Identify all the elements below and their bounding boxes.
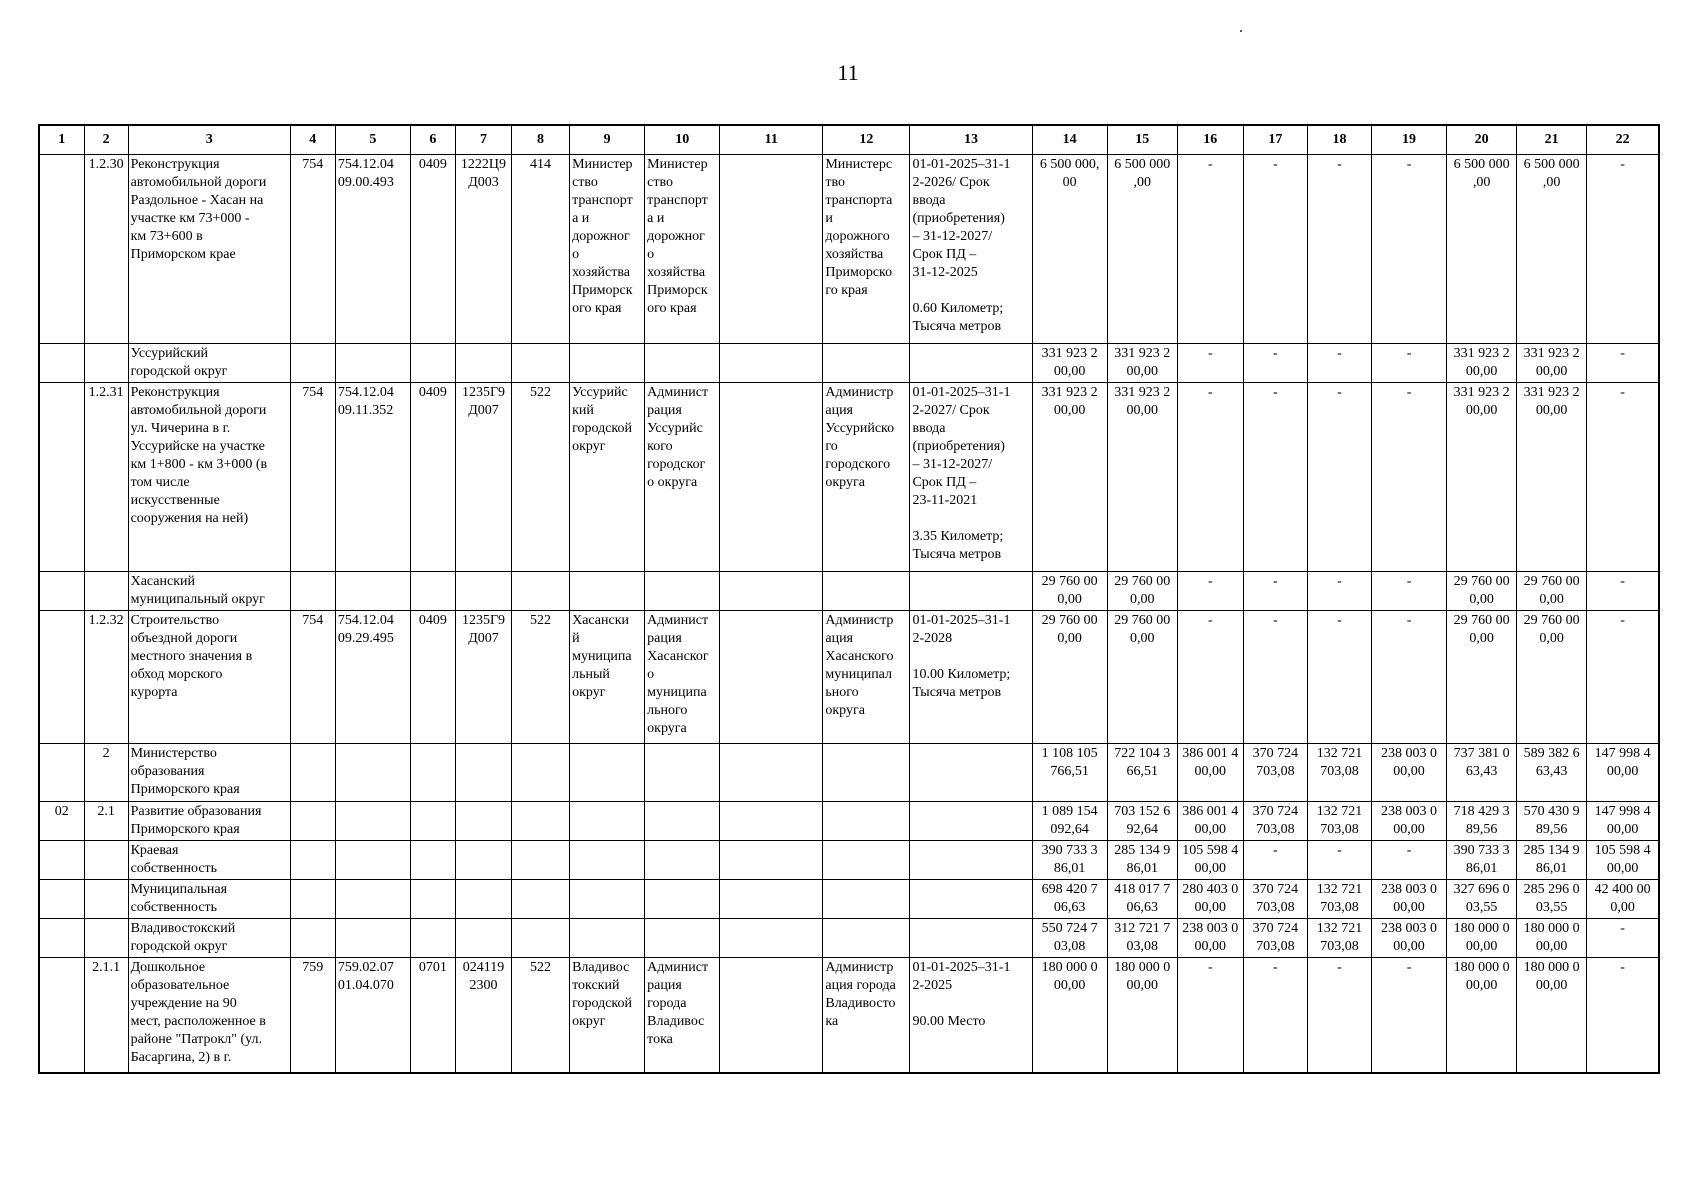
table-cell <box>455 572 511 611</box>
table-cell <box>910 802 1032 841</box>
table-cell: 414 <box>512 155 570 344</box>
page-number: 11 <box>837 60 859 85</box>
table-cell: 0409 <box>410 611 455 744</box>
table-cell <box>570 572 645 611</box>
table-cell: - <box>1177 611 1243 744</box>
table-cell <box>823 919 910 958</box>
table-cell: 331 923 2 00,00 <box>1107 344 1177 383</box>
table-cell: 522 <box>512 958 570 1073</box>
table-cell: - <box>1371 344 1446 383</box>
table-cell: 754 <box>290 383 335 572</box>
table-cell: 331 923 2 00,00 <box>1517 383 1587 572</box>
table-cell: 759 <box>290 958 335 1073</box>
table-cell: 29 760 00 0,00 <box>1447 611 1517 744</box>
table-cell <box>720 155 823 344</box>
table-cell: 180 000 0 00,00 <box>1517 958 1587 1073</box>
table-row <box>39 155 1659 344</box>
table-cell <box>823 802 910 841</box>
table-cell: 01-01-2025–31-1 2-2025 90.00 Место <box>910 958 1032 1073</box>
table-cell: 29 760 00 0,00 <box>1107 572 1177 611</box>
scan-speck <box>1240 30 1242 32</box>
table-cell <box>910 744 1032 802</box>
table-cell <box>335 919 410 958</box>
table-cell <box>39 958 84 1073</box>
table-cell: 1222Ц9 Д003 <box>455 155 511 344</box>
column-header: 19 <box>1371 125 1446 155</box>
table-cell <box>720 383 823 572</box>
table-cell: 6 500 000 ,00 <box>1107 155 1177 344</box>
table-cell: - <box>1371 383 1446 572</box>
table-cell <box>410 919 455 958</box>
table-cell <box>823 344 910 383</box>
table-cell: 331 923 2 00,00 <box>1107 383 1177 572</box>
table-cell <box>512 802 570 841</box>
table-cell <box>570 919 645 958</box>
table-cell: - <box>1587 958 1659 1073</box>
table-cell <box>823 841 910 880</box>
table-cell <box>645 880 720 919</box>
table-cell: Строительство объездной дороги местного значения в обход морского курорта <box>128 611 290 744</box>
table-cell: 01-01-2025–31-1 2-2027/ Срок ввода (приобретения) – 31-12-2027/ Срок ПД – 23-11-2021 3.35 Километр; Тысяча метров <box>910 383 1032 572</box>
table-cell: - <box>1243 155 1307 344</box>
table-cell: 2.1 <box>84 802 128 841</box>
table-cell: 390 733 3 86,01 <box>1447 841 1517 880</box>
table-cell: - <box>1371 841 1446 880</box>
table-cell: - <box>1371 155 1446 344</box>
table-cell <box>910 572 1032 611</box>
table-cell <box>39 611 84 744</box>
table-cell: 331 923 2 00,00 <box>1032 344 1107 383</box>
table-cell <box>512 919 570 958</box>
table-cell <box>645 344 720 383</box>
table-cell <box>823 880 910 919</box>
table-cell: 0701 <box>410 958 455 1073</box>
column-header: 4 <box>290 125 335 155</box>
table-cell: - <box>1587 919 1659 958</box>
table-cell: 29 760 00 0,00 <box>1517 572 1587 611</box>
table-cell: 550 724 7 03,08 <box>1032 919 1107 958</box>
table-cell <box>910 880 1032 919</box>
table-cell: 105 598 4 00,00 <box>1177 841 1243 880</box>
table-cell: 370 724 703,08 <box>1243 802 1307 841</box>
table-cell: 01-01-2025–31-1 2-2028 10.00 Километр; Тысяча метров <box>910 611 1032 744</box>
table-cell: 703 152 6 92,64 <box>1107 802 1177 841</box>
table-cell: 370 724 703,08 <box>1243 880 1307 919</box>
table-cell <box>39 880 84 919</box>
table-cell: 1 108 105 766,51 <box>1032 744 1107 802</box>
table-cell <box>455 880 511 919</box>
table-cell: Муниципальная собственность <box>128 880 290 919</box>
table-cell: 2.1.1 <box>84 958 128 1073</box>
table-cell: Министер ство транспорт а и дорожног о хозяйства Приморск ого края <box>645 155 720 344</box>
table-cell: - <box>1177 344 1243 383</box>
table-cell: 238 003 0 00,00 <box>1371 880 1446 919</box>
table-cell <box>570 841 645 880</box>
table-cell: Хасанский муниципальный округ <box>128 572 290 611</box>
table-cell: 754.12.04 09.29.495 <box>335 611 410 744</box>
column-header: 15 <box>1107 125 1177 155</box>
table-cell: 6 500 000 ,00 <box>1517 155 1587 344</box>
table-cell <box>512 572 570 611</box>
table-cell <box>84 344 128 383</box>
table-cell <box>645 802 720 841</box>
column-header: 11 <box>720 125 823 155</box>
table-cell: 147 998 4 00,00 <box>1587 744 1659 802</box>
table-cell <box>335 744 410 802</box>
table-cell <box>910 344 1032 383</box>
table-cell <box>39 919 84 958</box>
table-cell: 386 001 4 00,00 <box>1177 802 1243 841</box>
table-cell: Администр ация Хасанского муниципал ьного округа <box>823 611 910 744</box>
table-cell: Админист рация города Владивос тока <box>645 958 720 1073</box>
table-cell <box>84 919 128 958</box>
table-cell: 02 <box>39 802 84 841</box>
table-cell: - <box>1307 383 1371 572</box>
header-row <box>39 125 1659 155</box>
table-cell: - <box>1243 572 1307 611</box>
table-cell: 238 003 0 00,00 <box>1177 919 1243 958</box>
column-header: 8 <box>512 125 570 155</box>
table-cell: - <box>1243 383 1307 572</box>
table-cell: Развитие образования Приморского края <box>128 802 290 841</box>
column-header: 2 <box>84 125 128 155</box>
table-cell: 42 400 00 0,00 <box>1587 880 1659 919</box>
table-row <box>39 611 1659 744</box>
table-cell <box>512 344 570 383</box>
table-cell: 390 733 3 86,01 <box>1032 841 1107 880</box>
table-cell <box>39 344 84 383</box>
table-cell: - <box>1177 958 1243 1073</box>
column-header: 13 <box>910 125 1032 155</box>
column-header: 14 <box>1032 125 1107 155</box>
table-cell: Владивос токский городской округ <box>570 958 645 1073</box>
table-cell: 024119 2300 <box>455 958 511 1073</box>
table-cell <box>39 155 84 344</box>
table-cell: 180 000 0 00,00 <box>1032 958 1107 1073</box>
table-row <box>39 383 1659 572</box>
table-cell: - <box>1587 611 1659 744</box>
table-cell: 754 <box>290 155 335 344</box>
table-cell: 370 724 703,08 <box>1243 744 1307 802</box>
table-cell: 722 104 3 66,51 <box>1107 744 1177 802</box>
table-cell <box>410 841 455 880</box>
table-cell <box>512 880 570 919</box>
table-cell: - <box>1587 572 1659 611</box>
table-cell <box>290 572 335 611</box>
table-cell <box>335 572 410 611</box>
table-cell <box>290 744 335 802</box>
table-cell: 331 923 2 00,00 <box>1447 383 1517 572</box>
table-cell: 6 500 000 ,00 <box>1447 155 1517 344</box>
column-header: 16 <box>1177 125 1243 155</box>
table-cell <box>290 841 335 880</box>
table-cell: Министер ство транспорт а и дорожног о хозяйства Приморск ого края <box>570 155 645 344</box>
table-cell: 327 696 0 03,55 <box>1447 880 1517 919</box>
table-cell: 180 000 0 00,00 <box>1107 958 1177 1073</box>
table-cell <box>720 802 823 841</box>
table-cell: 105 598 4 00,00 <box>1587 841 1659 880</box>
column-header: 20 <box>1447 125 1517 155</box>
data-table <box>38 124 1660 1074</box>
table-cell: 29 760 00 0,00 <box>1107 611 1177 744</box>
table-cell: Владивостокский городской округ <box>128 919 290 958</box>
table-cell: - <box>1587 344 1659 383</box>
table-cell: 1235Г9 Д007 <box>455 383 511 572</box>
table-cell <box>823 744 910 802</box>
table-cell: - <box>1243 841 1307 880</box>
column-header: 9 <box>570 125 645 155</box>
table-cell <box>645 572 720 611</box>
table-cell <box>645 841 720 880</box>
table-cell <box>570 802 645 841</box>
table-cell <box>570 744 645 802</box>
table-row <box>39 841 1659 880</box>
table-cell: - <box>1371 572 1446 611</box>
table-cell: 180 000 0 00,00 <box>1447 919 1517 958</box>
table-cell: 331 923 2 00,00 <box>1032 383 1107 572</box>
table-cell: - <box>1371 958 1446 1073</box>
table-cell: Уссурийский городской округ <box>128 344 290 383</box>
table-cell: 370 724 703,08 <box>1243 919 1307 958</box>
table-cell: Министерство образования Приморского края <box>128 744 290 802</box>
column-header: 7 <box>455 125 511 155</box>
table-cell <box>720 958 823 1073</box>
table-cell: 1.2.31 <box>84 383 128 572</box>
table-cell <box>720 344 823 383</box>
table-cell: Реконструкция автомобильной дороги ул. Чичерина в г. Уссурийске на участке км 1+800 - км 3+000 (в том числе искусственные сооружения на ней) <box>128 383 290 572</box>
table-cell: 1.2.30 <box>84 155 128 344</box>
table-cell <box>512 841 570 880</box>
table-cell <box>720 841 823 880</box>
table-cell <box>512 744 570 802</box>
table-cell: - <box>1243 958 1307 1073</box>
table-cell: - <box>1177 572 1243 611</box>
table-cell <box>645 744 720 802</box>
table-cell: - <box>1307 344 1371 383</box>
table-cell <box>290 919 335 958</box>
table-cell: 180 000 0 00,00 <box>1517 919 1587 958</box>
table-cell: 418 017 7 06,63 <box>1107 880 1177 919</box>
table-cell: 0409 <box>410 383 455 572</box>
table-cell <box>84 841 128 880</box>
table-cell: 589 382 6 63,43 <box>1517 744 1587 802</box>
table-cell <box>410 744 455 802</box>
table-cell: 522 <box>512 383 570 572</box>
table-cell: 754.12.04 09.11.352 <box>335 383 410 572</box>
table-cell: 132 721 703,08 <box>1307 802 1371 841</box>
table-cell <box>910 841 1032 880</box>
column-header: 3 <box>128 125 290 155</box>
table-cell: - <box>1243 611 1307 744</box>
table-cell: - <box>1307 958 1371 1073</box>
table-cell <box>335 841 410 880</box>
table-cell: 285 134 9 86,01 <box>1107 841 1177 880</box>
table-cell <box>39 841 84 880</box>
table-cell: 331 923 2 00,00 <box>1517 344 1587 383</box>
table-cell <box>455 744 511 802</box>
table-cell <box>290 880 335 919</box>
table-cell: 312 721 7 03,08 <box>1107 919 1177 958</box>
table-cell: - <box>1307 841 1371 880</box>
table-row <box>39 919 1659 958</box>
table-cell <box>570 880 645 919</box>
table-cell: 132 721 703,08 <box>1307 744 1371 802</box>
column-header: 18 <box>1307 125 1371 155</box>
table-cell: 285 296 0 03,55 <box>1517 880 1587 919</box>
column-header: 6 <box>410 125 455 155</box>
table-cell <box>335 802 410 841</box>
table-cell: 29 760 00 0,00 <box>1032 611 1107 744</box>
table-cell: 386 001 4 00,00 <box>1177 744 1243 802</box>
table-cell: - <box>1243 344 1307 383</box>
table-cell: 132 721 703,08 <box>1307 880 1371 919</box>
table-cell: - <box>1587 383 1659 572</box>
table-cell: 238 003 0 00,00 <box>1371 802 1446 841</box>
column-header: 12 <box>823 125 910 155</box>
table-row <box>39 880 1659 919</box>
table-cell: 1.2.32 <box>84 611 128 744</box>
table-cell <box>720 744 823 802</box>
table-cell: Хасански й муниципа льный округ <box>570 611 645 744</box>
table-cell <box>335 344 410 383</box>
table-cell: 718 429 3 89,56 <box>1447 802 1517 841</box>
table-cell: Министерс тво транспорта и дорожного хозяйства Приморско го края <box>823 155 910 344</box>
table-cell: 29 760 00 0,00 <box>1517 611 1587 744</box>
table-row <box>39 744 1659 802</box>
table-cell: 737 381 0 63,43 <box>1447 744 1517 802</box>
table-cell: 29 760 00 0,00 <box>1447 572 1517 611</box>
table-cell <box>455 841 511 880</box>
table-cell: 6 500 000, 00 <box>1032 155 1107 344</box>
table-cell: - <box>1177 155 1243 344</box>
table-cell <box>570 344 645 383</box>
table-cell: - <box>1177 383 1243 572</box>
table-cell <box>84 880 128 919</box>
table-cell: 238 003 0 00,00 <box>1371 744 1446 802</box>
table-cell: - <box>1371 611 1446 744</box>
table-cell <box>39 572 84 611</box>
table-cell: 570 430 9 89,56 <box>1517 802 1587 841</box>
table-cell <box>410 344 455 383</box>
table-cell: - <box>1587 155 1659 344</box>
table-cell: Админист рация Уссурийс кого городског о округа <box>645 383 720 572</box>
table-cell <box>290 344 335 383</box>
table-cell <box>823 572 910 611</box>
table-cell <box>455 344 511 383</box>
table-cell <box>455 802 511 841</box>
table-cell: 1235Г9 Д007 <box>455 611 511 744</box>
column-header: 1 <box>39 125 84 155</box>
table-row <box>39 344 1659 383</box>
table-cell <box>720 611 823 744</box>
table-cell: 0409 <box>410 155 455 344</box>
table-cell <box>410 880 455 919</box>
table-row <box>39 958 1659 1073</box>
table-cell: Реконструкция автомобильной дороги Раздольное - Хасан на участке км 73+000 - км 73+600 в Приморском крае <box>128 155 290 344</box>
column-header: 17 <box>1243 125 1307 155</box>
table-cell <box>410 802 455 841</box>
table-cell <box>455 919 511 958</box>
table-body <box>39 155 1659 1073</box>
table-cell: 1 089 154 092,64 <box>1032 802 1107 841</box>
table-cell: 331 923 2 00,00 <box>1447 344 1517 383</box>
table-cell <box>39 744 84 802</box>
table-cell: 01-01-2025–31-1 2-2026/ Срок ввода (приобретения) – 31-12-2027/ Срок ПД – 31-12-2025 0.60 Километр; Тысяча метров <box>910 155 1032 344</box>
column-header: 22 <box>1587 125 1659 155</box>
table-cell <box>290 802 335 841</box>
table-cell: 285 134 9 86,01 <box>1517 841 1587 880</box>
column-header: 21 <box>1517 125 1587 155</box>
table-cell <box>910 919 1032 958</box>
table-cell: 238 003 0 00,00 <box>1371 919 1446 958</box>
table-row <box>39 802 1659 841</box>
table-cell: 29 760 00 0,00 <box>1032 572 1107 611</box>
table-cell: - <box>1307 155 1371 344</box>
table-cell <box>720 572 823 611</box>
table-cell: - <box>1307 572 1371 611</box>
table-row <box>39 572 1659 611</box>
table-cell: - <box>1307 611 1371 744</box>
table-cell <box>410 572 455 611</box>
table-cell: 754 <box>290 611 335 744</box>
table-cell: 2 <box>84 744 128 802</box>
table-cell: 147 998 4 00,00 <box>1587 802 1659 841</box>
table-cell: 280 403 0 00,00 <box>1177 880 1243 919</box>
table-cell <box>720 880 823 919</box>
table-cell: 132 721 703,08 <box>1307 919 1371 958</box>
table-cell: Администр ация города Владивосто ка <box>823 958 910 1073</box>
table-cell <box>39 383 84 572</box>
table-cell: 698 420 7 06,63 <box>1032 880 1107 919</box>
table-cell: 180 000 0 00,00 <box>1447 958 1517 1073</box>
table-cell <box>335 880 410 919</box>
table-cell <box>84 572 128 611</box>
table-cell <box>645 919 720 958</box>
table-cell: Администр ация Уссурийско го городского округа <box>823 383 910 572</box>
table-cell: 754.12.04 09.00.493 <box>335 155 410 344</box>
column-header: 5 <box>335 125 410 155</box>
column-header: 10 <box>645 125 720 155</box>
table-cell: 522 <box>512 611 570 744</box>
table-cell: Админист рация Хасанског о муниципа льного округа <box>645 611 720 744</box>
table-cell: Краевая собственность <box>128 841 290 880</box>
table-cell: Дошкольное образовательное учреждение на 90 мест, расположенное в районе "Патрокл" (ул. Басаргина, 2) в г. <box>128 958 290 1073</box>
table-cell: 759.02.07 01.04.070 <box>335 958 410 1073</box>
table-cell: Уссурийс кий городской округ <box>570 383 645 572</box>
table-cell <box>720 919 823 958</box>
